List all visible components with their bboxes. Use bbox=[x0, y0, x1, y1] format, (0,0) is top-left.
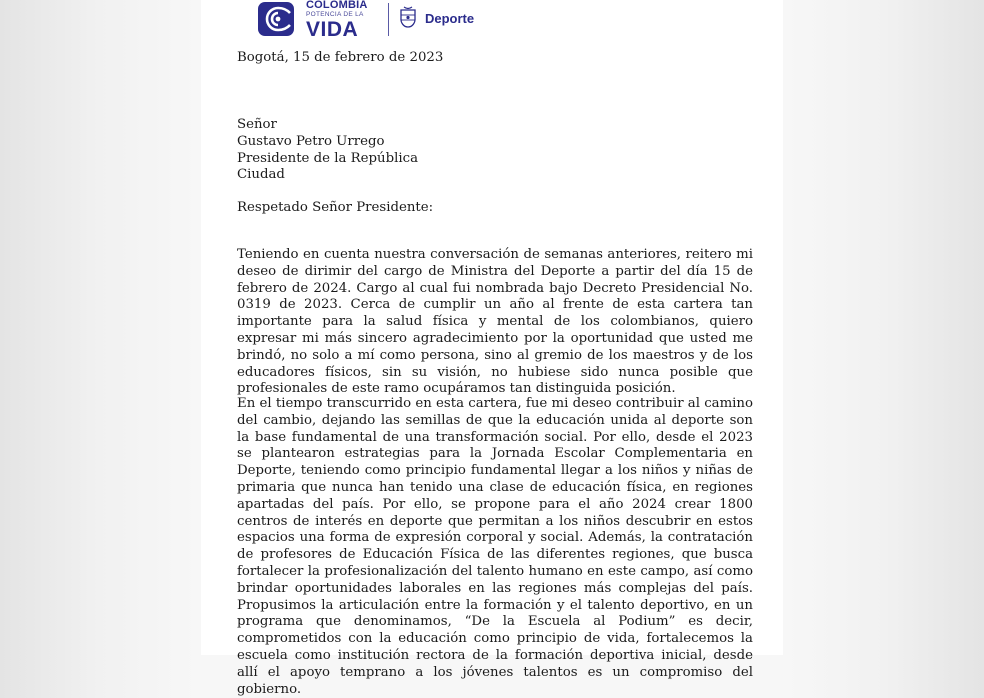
logo-line-colombia: COLOMBIA bbox=[306, 0, 368, 11]
letter-page bbox=[201, 0, 783, 697]
colombia-potencia-logo-icon bbox=[258, 0, 296, 38]
body-paragraph: Teniendo en cuenta nuestra conversación de semanas anteriores, reitero mi deseo de dirimir del cargo de Ministra del Deporte a partir del día 15 de febrero de 2024. Cargo al cual fui nombrada bajo Decreto Presidencial No. 0319 de 2023. Cerca de cumplir un año al frente de esta cartera tan importante para la salud física y mental de los colombianos, quiero expresar mi más sincero agradecimiento por la oportunidad que usted me brindó, no solo a mí como persona, sino al gremio de los maestros y de los educadores físicos, sin su visión, no hubiese sido nunca posible que profesionales de este ramo ocupáramos tan distinguida posición. bbox=[237, 247, 753, 397]
ministry-name: Deporte bbox=[425, 11, 475, 26]
coat-of-arms-icon bbox=[398, 6, 418, 30]
body-paragraph: En el tiempo transcurrido en esta cartera, fue mi deseo contribuir al camino del cambio, dejando las semillas de que la educación unida al deporte son la base fundamental de una transformación social. Por ello, desde el 2023 se plantearon estrategias para la Jornada Escolar Complementaria en Deporte, teniendo como principio fundamental llegar a los niños y niñas de primaria que nunca han tenido una clase de educación física, en regiones apartadas del país. Por ello, se propone para el año 2024 crear 1800 centros de interés en deporte que permitan a los niños descubrir en estos espacios una forma de expresión corporal y social. Además, la contratación de profesores de Educación Física de las diferentes regiones, que busca fortalecer la profesionalización del talento humano en este campo, así como brindar oportunidades laborales en las regiones más complejas del país. Propusimos la articulación entre la formación y el talento deportivo, en un programa que denominamos, “De la Escuela al Podium” es decir, comprometidos con la educación como principio de vida, fortalecemos la escuela como institución rectora de la formación deportiva inicial, desde allí el apoyo temprano a los jóvenes talentos es un compromiso del gobierno. bbox=[237, 396, 753, 697]
colombia-logo-text bbox=[306, 0, 367, 40]
letterhead bbox=[258, 0, 508, 42]
recipient-line: Señor bbox=[237, 117, 277, 132]
recipient-block bbox=[237, 117, 753, 184]
recipient-line: Ciudad bbox=[237, 167, 285, 183]
logo-line-potencia: POTENCIA DE LA bbox=[306, 11, 364, 18]
letter-date: Bogotá, 15 de febrero de 2023 bbox=[237, 50, 444, 65]
logo-divider bbox=[388, 3, 389, 36]
recipient-line: Presidente de la República bbox=[237, 150, 418, 166]
logo-line-vida: VIDA bbox=[306, 17, 359, 41]
recipient-line: Gustavo Petro Urrego bbox=[237, 133, 385, 149]
salutation: Respetado Señor Presidente: bbox=[237, 200, 434, 215]
